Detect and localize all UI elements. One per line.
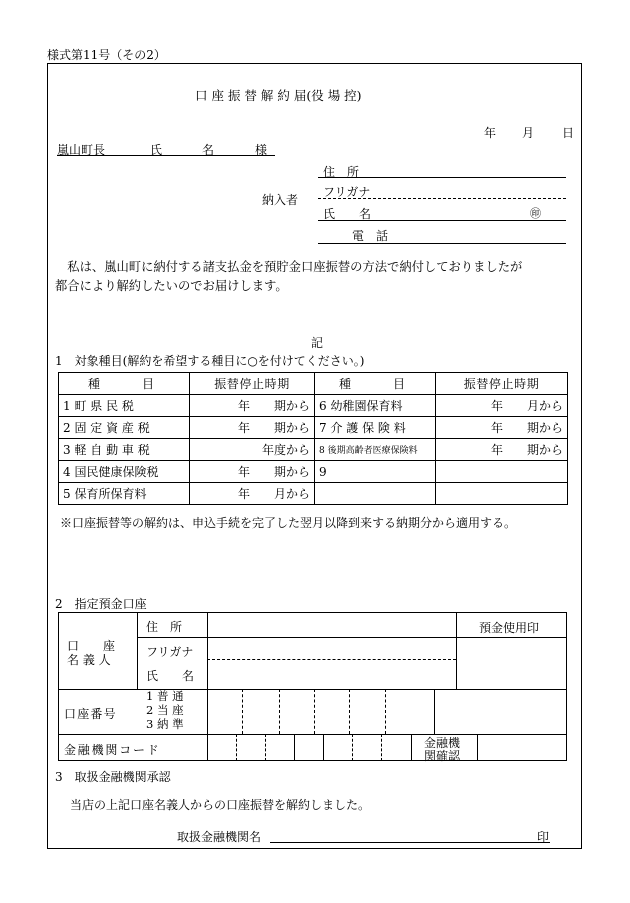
col-type-header: 種 目 [59,373,190,395]
col-stop-header-2: 振替停止時期 [436,373,568,395]
statement-line-1: 私は、嵐山町に納付する諸支払金を預貯金口座振替の方法で納付しておりましたが [55,260,523,274]
bank-confirm-label-1: 金融機 [424,736,461,750]
divider [411,734,412,761]
stop-right[interactable]: 年 期から [436,439,568,461]
digit-divider [314,689,315,734]
date-day: 日 [562,126,575,140]
holder-label-2: 名 義 人 [67,653,111,667]
divider [207,612,208,761]
bank-confirm-label-2: 関確認 [424,749,461,763]
addressee-underline [57,155,275,156]
table-row[interactable] [59,395,568,417]
divider [477,734,478,761]
table-row[interactable] [59,483,568,505]
addressee-shi: 氏 [150,143,163,157]
ki-label: 記 [311,336,324,350]
payer-furigana-label: フリガナ [323,185,371,199]
payer-address-label: 住 所 [323,165,360,179]
stop-left[interactable]: 年度から [190,439,315,461]
stop-left[interactable]: 年 期から [190,395,315,417]
digit-divider [381,734,382,761]
payer-phone-field[interactable] [318,243,566,244]
account-furigana-label: フリガナ [146,645,194,659]
stop-left[interactable]: 年 月から [190,483,315,505]
digit-divider [352,734,353,761]
table-header-row [59,373,568,395]
bank-seal: 印 [537,830,550,844]
item-left[interactable]: 5 保育所保育料 [59,483,190,505]
form-number: 様式第11号（その2） [47,48,166,62]
digit-divider [385,689,386,734]
col-stop-header: 振替停止時期 [190,373,315,395]
item-left[interactable]: 4 国民健康保険税 [59,461,190,483]
stop-left[interactable]: 年 期から [190,461,315,483]
section3-heading: 3 取扱金融機関承認 [55,770,171,784]
bank-code-label: 金融機関コード [64,743,161,757]
digit-divider [279,689,280,734]
digit-divider [349,689,350,734]
account-type-3[interactable]: 3 納 準 [146,717,184,731]
item-right[interactable] [315,483,436,505]
section2-heading: 2 指定預金口座 [55,597,147,611]
divider [137,612,138,689]
seal-icon: ㊞ [530,207,541,220]
payer-name-field[interactable] [318,220,566,221]
divider [294,734,295,761]
date-month: 月 [522,126,535,140]
holder-label-1: 口 座 [67,639,116,653]
divider [434,689,435,734]
section1-heading: 1 対象種目(解約を希望する種目に○を付けてください。) [55,354,365,368]
item-left[interactable]: 1 町 県 民 税 [59,395,190,417]
digit-divider [242,689,243,734]
payer-label: 納入者 [262,193,299,207]
divider [207,659,456,660]
item-right[interactable]: 9 [315,461,436,483]
digit-divider [236,734,237,761]
account-address-label: 住 所 [146,620,183,634]
addressee-mei: 名 [202,143,215,157]
col-type-header-2: 種 目 [315,373,436,395]
payer-phone-label: 電 話 [352,229,389,243]
item-right[interactable]: 7 介 護 保 険 料 [315,417,436,439]
divider [456,612,457,689]
addressee-office: 嵐山町長 [57,143,106,157]
section1-note: ※口座振替等の解約は、申込手続を完了した翌月以降到来する納期分から適用する。 [60,516,517,530]
account-number-label: 口座番号 [64,707,117,721]
addressee-sama: 様 [255,143,268,157]
stop-right[interactable]: 年 期から [436,417,568,439]
form-title: 口 座 振 替 解 約 届(役 場 控) [195,88,362,103]
stop-left[interactable]: 年 期から [190,417,315,439]
date-year: 年 [484,126,497,140]
divider [137,637,207,638]
account-type-1[interactable]: 1 普 通 [146,689,184,703]
item-right[interactable]: 8 後期高齢者医療保険料 [315,439,436,461]
divider [207,637,567,638]
table-row[interactable] [59,417,568,439]
divider [58,689,567,690]
account-name-label: 氏 名 [146,669,195,683]
stop-right[interactable] [436,461,568,483]
divider [58,734,567,735]
seal-label: 預金使用印 [479,621,540,635]
stop-right[interactable]: 年 月から [436,395,568,417]
table-row[interactable] [59,461,568,483]
bank-name-field[interactable] [270,842,550,843]
payer-furigana-field[interactable] [318,198,566,199]
target-items-table [58,372,568,505]
stop-right[interactable] [436,483,568,505]
payer-address-field[interactable] [318,177,566,178]
statement-line-2: 都合により解約したいのでお届けします。 [55,279,288,293]
bank-name-label: 取扱金融機関名 [177,830,262,844]
section3-text: 当店の上記口座名義人からの口座振替を解約しました。 [70,798,371,812]
item-right[interactable]: 6 幼稚園保育料 [315,395,436,417]
item-left[interactable]: 2 固 定 資 産 税 [59,417,190,439]
table-row[interactable] [59,439,568,461]
item-left[interactable]: 3 軽 自 動 車 税 [59,439,190,461]
digit-divider [265,734,266,761]
account-type-2[interactable]: 2 当 座 [146,703,184,717]
payer-name-label: 氏 名 [323,207,372,221]
divider [323,734,324,761]
